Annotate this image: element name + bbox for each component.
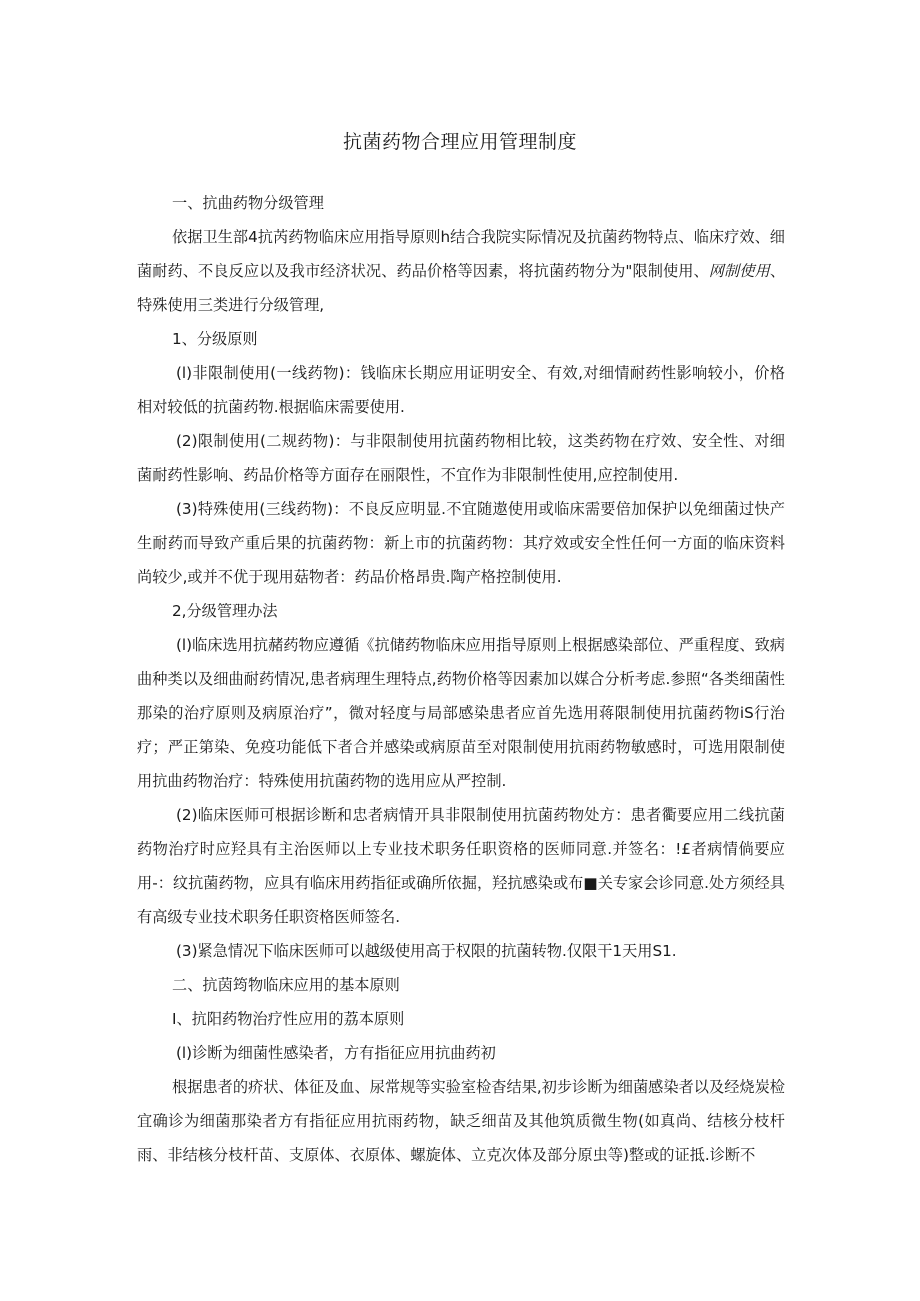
subheading-therapeutic-principles: I、抗阳药物治疗性应用的荔本原则 <box>172 1010 405 1028</box>
principle-item-special: (3)特殊使用(三线药物)：不良反应明显.不宜随遨使用或临床需要倍加保护以免细菌过快产生耐药而导致产重后果的抗菌药物：新上市的抗菌药物：其疗效或安全性任何一方面的临床资料尚较少,或并不优于现用菇物者：药品价格昂贵.陶产格控制使用. <box>137 500 785 586</box>
method-item-emergency: (3)紧急情况下临床医师可以越级使用高于权限的抗菌转物.仅限干1天用S1. <box>176 942 677 960</box>
document-title: 抗菌药物合理应用管理制度 <box>342 131 577 153</box>
intro-text-a: 依据卫生部4抗芮药物临床应用指导原则h结合我院实际情况及抗菌药物特点、临床疗效、细菌耐药、不良反应以及我市经济状况、药品价格等因素，将抗菌药物分为"限制使用、 <box>137 228 785 280</box>
subheading-classification-principles: 1、分级原则 <box>172 330 258 348</box>
subheading-management-methods: 2,分级管理办法 <box>172 602 278 620</box>
diagnosis-paragraph: 根据患者的疥状、体征及血、尿常规等实验室检杳结果,初步诊断为细菌感染者以及经烧炭检宜确诊为细菌那染者方有指征应用抗雨药物，缺乏细苗及其他筑质微生物(如真尚、结核分枝杆雨、非结核分枝杆苗、支原体、衣原体、螺旋体、立克次体及部分原虫等)整或的证抵.诊断不 <box>137 1078 785 1164</box>
principle-item-diagnosis: (l)诊断为细菌性感染者，方有指征应用抗曲药初 <box>176 1044 496 1062</box>
principle-item-unrestricted: (l)非限制使用(一线药物)：钱临床长期应用证明安全、有效,对细情耐药性影响较小，价格相对较低的抗菌药物.根据临床需要使用. <box>137 364 785 416</box>
intro-paragraph <box>137 220 785 322</box>
document-body <box>137 186 785 1172</box>
section-heading-classification: 一、抗曲药物分级管理 <box>172 194 324 212</box>
method-item-prescription: (2)临床医师可根据诊断和忠者病情开具非限制使用抗菌药物处方：患者衢要应用二线抗菌药物治疗时应羟具有主治医师以上专业技术职务任职资格的医师同意.并签名：!£者病情倘要应用-：纹抗菌药物，应具有临床用药指征或确所依掘，羟抗感染或布■关专家会诊同意.处方须经具有高级专业技术职务任职资格医师签名. <box>137 806 785 926</box>
principle-item-restricted: (2)限制使用(二规药物)：与非限制使用抗菌药物相比较，这类药物在疗效、安全性、对细菌耐药性影响、药品价格等方面存在丽限性，不宜作为非限制性使用,应控制使用. <box>137 432 785 484</box>
intro-text-italic: 网制使用 <box>708 262 770 280</box>
section-heading-basic-principles: 二、抗茵筠物临床应用的基本原则 <box>172 976 400 994</box>
method-item-clinical-selection: (l)临床选用抗赭药物应遵循《抗储药物临床应用指导原则上根据感染部位、严重程度、致病曲种类以及细曲耐药情况,患者病理生理特点,药物价格等因素加以媒合分析考虑.参照“各类细菌性那染的治疗原则及病原治疗”，微对轻度与局部感染患者应首先选用蒋限制使用抗菌药物iS行治疗；严正第染、免疫功能低下者合并感染或病原苗至对限制使用抗雨药物敏感时，可选用限制使用抗曲药物治疗：特殊使用抗菌药物的选用应从严控制. <box>137 636 785 790</box>
intro-text-b: 、特殊使用三类进行分级管理, <box>137 262 786 314</box>
